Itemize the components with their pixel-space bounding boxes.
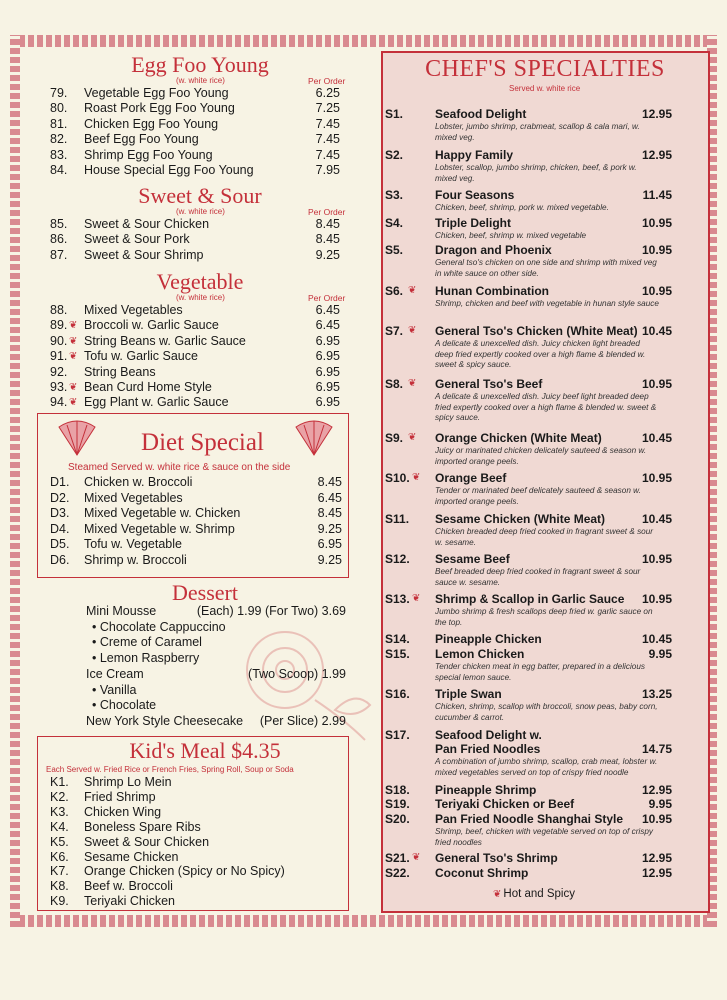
item-name: Sesame Chicken: [84, 849, 179, 864]
item-name: Shrimp Egg Foo Young: [84, 147, 213, 162]
item-name: ❦ Egg Plant w. Garlic Sauce: [69, 395, 229, 410]
item-description: Jumbo shrimp & fresh scallops deep fried w. garlic sauce on the top.: [435, 607, 653, 627]
item-price: 13.25: [641, 687, 672, 701]
left-border: [10, 35, 20, 927]
item-price: 7.45: [315, 147, 340, 162]
menu-item-row: [50, 232, 350, 247]
item-price: 9.25: [317, 552, 342, 567]
item-number: D1.: [50, 475, 70, 489]
item-price: 12.95: [641, 783, 672, 797]
item-price: 9.25: [317, 521, 342, 536]
item-number: 83.: [50, 147, 68, 162]
item-price: 6.95: [315, 364, 340, 379]
item-price: 8.45: [315, 217, 340, 231]
item-price: 6.45: [317, 490, 342, 505]
item-price: 6.45: [315, 303, 340, 317]
pepper-icon: ❦: [69, 382, 78, 393]
item-description: Chicken, beef, shrimp w. mixed vegetable: [435, 231, 587, 240]
menu-item-row: [50, 805, 350, 820]
item-code: S2.: [385, 148, 404, 162]
item-number: 91.: [50, 349, 68, 364]
menu-item-row: [50, 248, 350, 263]
section-title: Vegetable: [156, 269, 244, 294]
item-price: 6.95: [315, 349, 340, 364]
item-number: K4.: [50, 819, 69, 834]
item-name: Orange Beef: [435, 471, 507, 485]
item-name: Pineapple Chicken: [435, 632, 542, 646]
item-price: 10.45: [641, 431, 672, 445]
item-price: 10.45: [641, 632, 672, 646]
item-name: Teriyaki Chicken: [84, 894, 176, 909]
item-name: Lemon Chicken: [435, 647, 525, 661]
menu-item-row: [50, 132, 350, 147]
item-code: S20.: [385, 812, 410, 826]
pepper-icon: ❦: [69, 351, 78, 363]
item-code: S10.: [385, 471, 410, 485]
section-subtitle: (w. white rice): [176, 207, 225, 216]
item-code: S17.: [385, 728, 410, 742]
pepper-icon: ❦: [408, 432, 417, 443]
item-price: 10.95: [641, 243, 672, 257]
item-price: 10.95: [641, 552, 672, 566]
item-number: 84.: [50, 163, 68, 177]
item-name: General Tso's Shrimp: [435, 851, 558, 865]
item-price: 6.45: [315, 318, 340, 333]
item-name: Vegetable Egg Foo Young: [84, 86, 229, 100]
dessert-line: [86, 604, 346, 619]
item-code: S4.: [385, 216, 404, 230]
dessert-name: • Creme of Caramel: [92, 635, 202, 650]
menu-item-row: [50, 101, 350, 116]
menu-item-row: [50, 522, 350, 537]
dessert-line: [92, 683, 352, 698]
menu-item-row: [50, 365, 350, 380]
item-number: 79.: [50, 86, 68, 100]
item-name: Tofu w. Vegetable: [84, 537, 182, 551]
menu-item-row: [50, 163, 350, 178]
item-code: S19.: [385, 797, 410, 811]
item-name: Mixed Vegetable w. Shrimp: [84, 521, 235, 536]
item-number: 82.: [50, 132, 68, 147]
section-subtitle: (w. white rice): [176, 293, 225, 302]
item-number: K9.: [50, 894, 69, 909]
item-description: Chicken, shrimp, scallop with broccoli, snow peas, baby corn, cucumber & carrot.: [435, 702, 658, 722]
item-price: 8.45: [317, 475, 342, 489]
item-code: S18.: [385, 783, 410, 797]
item-name: Beef Egg Foo Young: [84, 132, 199, 147]
item-description: Chicken, beef, shrimp, pork w. mixed vegetable.: [435, 203, 609, 212]
item-price: 6.95: [317, 537, 342, 551]
dessert-line: [92, 620, 352, 635]
menu-item-row: [50, 835, 350, 850]
dessert-name: • Chocolate: [92, 698, 157, 713]
item-name: Sesame Chicken (White Meat): [435, 512, 606, 526]
legend-label: Hot and Spicy: [503, 888, 575, 900]
item-number: K7.: [50, 864, 69, 879]
item-price: 9.95: [648, 797, 672, 811]
pepper-icon: ❦: [412, 593, 421, 604]
menu-item-row: [50, 879, 350, 894]
section-title: Egg Foo Young: [131, 52, 269, 77]
item-price: 7.45: [315, 132, 340, 147]
item-price: 10.95: [641, 377, 672, 391]
item-description: A delicate & unexcelled dish. Juicy chicken light breaded deep fried expertly cooked over a high flame & blended w. sweet & spicy sauce.: [435, 339, 646, 369]
item-code: S7.: [385, 324, 404, 338]
item-number: 93.: [50, 380, 68, 394]
section-title: Sweet & Sour: [138, 183, 262, 208]
item-description: Shrimp, chicken and beef with vegetable in hunan style sauce: [435, 299, 659, 308]
item-description: Tender chicken meat in egg batter, prepared in a delicious special lemon sauce.: [435, 662, 645, 682]
item-price: 8.45: [315, 232, 340, 247]
item-price: 11.45: [642, 188, 672, 202]
dessert-name: Ice Cream: [86, 666, 144, 681]
item-description: General tso's chicken on one side and shrimp with mixed veg in white sauce on other side.: [435, 258, 657, 278]
item-name: Mixed Vegetables: [84, 490, 183, 505]
item-code: S15.: [385, 647, 410, 661]
spicy-legend: [493, 888, 575, 900]
item-price: 12.95: [641, 851, 672, 865]
item-name: Teriyaki Chicken or Beef: [435, 797, 575, 811]
pepper-icon: ❦: [408, 325, 417, 336]
item-number: K6.: [50, 849, 69, 864]
per-order-label: Per Order: [308, 293, 346, 303]
menu-item-row: [50, 303, 350, 318]
per-order-label: Per Order: [308, 76, 346, 86]
dessert-title: Dessert: [172, 580, 238, 605]
item-name: Shrimp w. Broccoli: [84, 552, 187, 567]
item-name: Sesame Beef: [435, 552, 510, 566]
item-name: Chicken w. Broccoli: [84, 475, 193, 489]
item-description: Lobster, jumbo shrimp, crabmeat, scallop & cala mari, w. mixed veg.: [435, 122, 640, 142]
pepper-icon: ❦: [69, 397, 78, 409]
item-code: S22.: [385, 866, 410, 880]
item-code: S12.: [385, 552, 410, 566]
item-code: S6.: [385, 284, 404, 298]
item-code: S14.: [385, 632, 410, 646]
item-number: D5.: [50, 537, 70, 551]
section-subtitle: (w. white rice): [176, 76, 225, 85]
item-name: Chicken Egg Foo Young: [84, 116, 219, 131]
top-border: [10, 35, 717, 47]
item-name: ❦ Broccoli w. Garlic Sauce: [69, 318, 219, 333]
dessert-line: [86, 667, 346, 682]
item-name: Seafood Delight w. Pan Fried Noodles: [435, 728, 542, 756]
item-number: D6.: [50, 552, 70, 567]
pepper-icon: ❦: [69, 320, 78, 332]
item-price: 7.25: [315, 101, 340, 116]
pepper-icon: ❦: [493, 889, 502, 900]
item-name: String Beans: [84, 364, 156, 379]
pepper-icon: ❦: [412, 472, 421, 483]
item-name: Roast Pork Egg Foo Young: [84, 101, 235, 116]
item-description: Chicken breaded deep fried cooked in fragrant sweet & sour w. sesame.: [435, 527, 654, 547]
pepper-icon: ❦: [69, 335, 78, 347]
item-name: ❦ String Beans w. Garlic Sauce: [69, 333, 246, 348]
item-number: 90.: [50, 333, 68, 348]
item-price: 10.95: [641, 284, 672, 298]
item-description: Lobster, scallop, jumbo shrimp, chicken, beef, & pork w. mixed veg.: [435, 163, 637, 183]
dessert-name: • Lemon Raspberry: [92, 651, 200, 666]
per-order-label: Per Order: [308, 207, 346, 217]
item-price: 8.45: [317, 506, 342, 520]
menu-item-row: [50, 775, 350, 790]
item-name: General Tso's Beef: [435, 377, 543, 391]
kids-meal-subtitle: Each Served w. Fried Rice or French Fries, Spring Roll, Soup or Soda: [46, 765, 294, 774]
menu-item-row: [50, 850, 350, 865]
dessert-line: [92, 635, 352, 650]
item-name: Seafood Delight: [435, 107, 527, 121]
menu-item-row: [50, 553, 350, 568]
menu-item-row: [50, 349, 350, 364]
item-number: 81.: [50, 116, 68, 131]
menu-item-row: [50, 318, 350, 333]
item-price: 10.95: [641, 216, 672, 230]
item-code: S1.: [385, 107, 404, 121]
item-name: Sweet & Sour Chicken: [84, 834, 210, 849]
item-description: Juicy or marinated chicken delicately sauteed & season w. imported orange peels.: [435, 446, 647, 466]
item-name: Pan Fried Noodle Shanghai Style: [435, 812, 624, 826]
diet-special-title: Diet Special: [141, 429, 264, 456]
item-code: S16.: [385, 687, 410, 701]
dessert-price: (Two Scoop) 1.99: [248, 666, 346, 681]
diet-special-subtitle: Steamed Served w. white rice & sauce on the side: [68, 462, 291, 473]
dessert-name: Mini Mousse: [86, 604, 157, 618]
menu-item-row: [50, 506, 350, 521]
dessert-name: • Vanilla: [92, 682, 137, 697]
menu-item-row: [50, 217, 350, 232]
item-price: 6.25: [315, 86, 340, 100]
item-number: 89.: [50, 318, 68, 333]
item-price: 6.95: [315, 380, 340, 394]
item-code: S3.: [385, 188, 404, 202]
item-name: Boneless Spare Ribs: [84, 819, 201, 834]
dessert-price: (Per Slice) 2.99: [259, 713, 346, 728]
item-code: S9.: [385, 431, 404, 445]
menu-item-row: [50, 395, 350, 410]
item-name: Dragon and Phoenix: [435, 243, 552, 257]
item-price: 14.75: [641, 742, 672, 756]
dessert-price: (Each) 1.99 (For Two) 3.69: [196, 604, 346, 618]
item-name: Mixed Vegetables: [84, 303, 183, 317]
item-number: D3.: [50, 506, 70, 520]
item-name: Triple Delight: [435, 216, 512, 230]
item-code: S21.: [385, 851, 410, 865]
item-name: Hunan Combination: [435, 284, 549, 298]
item-description: Beef breaded deep fried cooked in fragrant sweet & sour sauce w. sesame.: [435, 567, 641, 587]
item-name: ❦ Tofu w. Garlic Sauce: [69, 349, 198, 364]
item-price: 7.45: [315, 116, 340, 131]
item-name: Chicken Wing: [84, 804, 162, 819]
item-number: K8.: [50, 879, 69, 894]
item-number: K2.: [50, 789, 69, 804]
dessert-name: • Chocolate Cappuccino: [92, 619, 226, 634]
item-name: Coconut Shrimp: [435, 866, 529, 880]
item-name: Sweet & Sour Chicken: [84, 217, 210, 231]
item-name: Orange Chicken (Spicy or No Spicy): [84, 864, 285, 879]
item-price: 6.95: [315, 395, 340, 410]
item-code: S8.: [385, 377, 404, 391]
dessert-line: [86, 714, 346, 729]
item-price: 10.95: [641, 592, 672, 606]
bottom-border: [10, 915, 717, 927]
item-number: 88.: [50, 303, 68, 317]
item-number: D4.: [50, 521, 70, 536]
item-name: House Special Egg Foo Young: [84, 163, 254, 177]
item-number: D2.: [50, 490, 70, 505]
item-price: 9.95: [648, 647, 672, 661]
item-name: General Tso's Chicken (White Meat): [435, 324, 638, 338]
item-price: 12.95: [641, 107, 672, 121]
menu-item-row: [50, 475, 350, 490]
item-description: Shrimp, beef, chicken with vegetable served on top of crispy fried noodles: [435, 827, 653, 847]
item-description: A combination of jumbo shrimp, scallop, crab meat, lobster w. mixed vegetables served on top of crispy fried noodle: [435, 757, 658, 777]
item-name: Four Seasons: [435, 188, 515, 202]
dessert-name: New York Style Cheesecake: [86, 713, 244, 728]
dessert-line: [92, 698, 352, 713]
item-name: Beef w. Broccoli: [84, 879, 173, 894]
item-name: Pineapple Shrimp: [435, 783, 537, 797]
item-number: 94.: [50, 395, 68, 410]
menu-item-row: [50, 117, 350, 132]
item-name: Fried Shrimp: [84, 789, 156, 804]
pepper-icon: ❦: [408, 378, 417, 389]
menu-item-row: [50, 380, 350, 395]
item-number: 92.: [50, 364, 68, 379]
item-name: Triple Swan: [435, 687, 502, 701]
item-number: 80.: [50, 101, 68, 116]
item-number: K1.: [50, 775, 69, 789]
item-number: 85.: [50, 217, 68, 231]
dessert-line: [92, 651, 352, 666]
menu-item-row: [50, 334, 350, 349]
item-number: K3.: [50, 804, 69, 819]
item-number: K5.: [50, 834, 69, 849]
item-price: 10.95: [641, 471, 672, 485]
item-price: 10.45: [641, 512, 672, 526]
item-price: 6.95: [315, 333, 340, 348]
menu-item-row: [50, 790, 350, 805]
item-description: A delicate & unexcelled dish. Juicy beef light breaded deep fried expertly cooked over a high flame & blended w. sweet & spicy sauce.: [435, 392, 657, 422]
item-name: Sweet & Sour Shrimp: [84, 247, 204, 262]
item-price: 12.95: [641, 148, 672, 162]
item-code: S13.: [385, 592, 410, 606]
item-name: Shrimp & Scallop in Garlic Sauce: [435, 592, 625, 606]
kids-meal-title: Kid's Meal $4.35: [129, 738, 281, 763]
item-name: ❦ Bean Curd Home Style: [69, 380, 212, 394]
item-price: 9.25: [315, 247, 340, 262]
item-description: Tender or marinated beef delicately sauteed & season w. imported orange peels.: [435, 486, 641, 506]
pepper-icon: ❦: [412, 852, 421, 863]
menu-item-row: [50, 537, 350, 552]
item-number: 87.: [50, 247, 68, 262]
menu-item-row: [50, 894, 350, 909]
item-code: S5.: [385, 243, 404, 257]
menu-item-row: [50, 491, 350, 506]
pepper-icon: ❦: [408, 285, 417, 296]
item-name: Orange Chicken (White Meat): [435, 431, 602, 445]
menu-item-row: [50, 148, 350, 163]
menu-item-row: [50, 864, 350, 879]
chefs-specialties-title: CHEF'S SPECIALTIES: [425, 56, 665, 82]
item-code: S11.: [385, 512, 410, 526]
item-number: 86.: [50, 232, 68, 247]
item-price: 12.95: [641, 866, 672, 880]
menu-item-row: [50, 820, 350, 835]
fan-icon: [55, 417, 99, 457]
item-price: 10.45: [641, 324, 672, 338]
item-name: Mixed Vegetable w. Chicken: [84, 506, 241, 520]
chefs-specialties-subtitle: Served w. white rice: [509, 84, 581, 93]
menu-item-row: [50, 86, 350, 101]
item-price: 10.95: [641, 812, 672, 826]
item-name: Happy Family: [435, 148, 514, 162]
item-name: Sweet & Sour Pork: [84, 232, 190, 247]
item-price: 7.95: [315, 163, 340, 177]
item-name: Shrimp Lo Mein: [84, 775, 172, 789]
